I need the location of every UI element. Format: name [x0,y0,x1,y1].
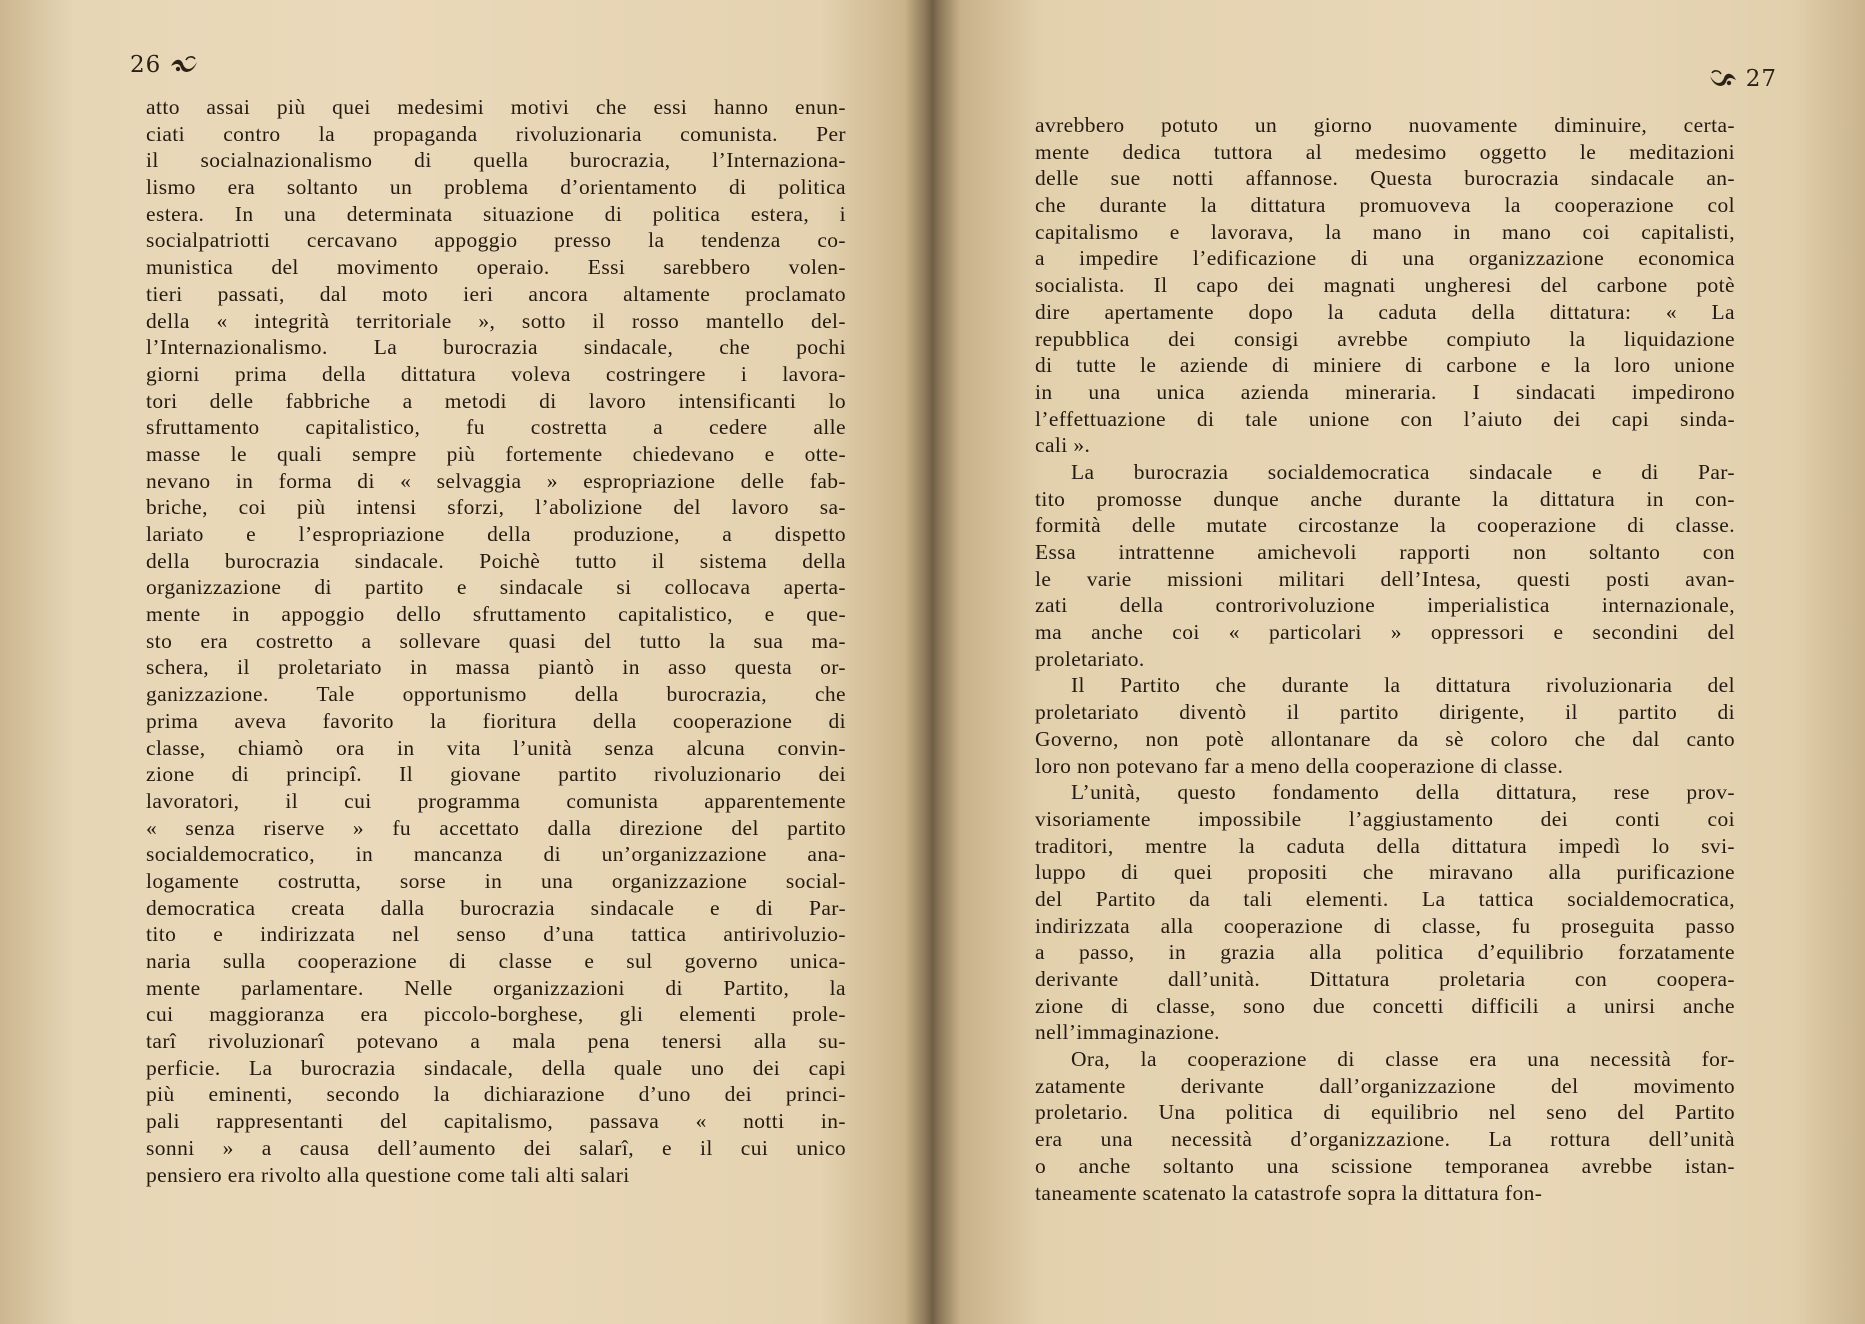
text-line: formità delle mutate circostanze la cooperazione di classe. [1035,513,1735,538]
text-line: zati della controrivoluzione imperialistica internazionale, [1035,593,1735,618]
text-line: avrebbero potuto un giorno nuovamente diminuire, certa- [1035,113,1735,137]
text-line: mente parlamentare. Nelle organizzazioni di Partito, la [146,975,846,1000]
text-line: traditori, mentre la caduta della dittatura impedì lo svi- [1035,833,1735,858]
text-line: ganizzazione. Tale opportunismo della burocrazia, che [146,682,846,707]
text-line: tito e indirizzata nel senso d’una tattica antirivoluzio- [146,922,846,947]
text-line: schera, il proletariato in massa piantò in asso questa or- [146,655,846,680]
text-line: a passo, in grazia alla politica d’equilibrio forzatamente [1035,940,1735,965]
text-line: Essa intrattenne amichevoli rapporti non soltanto con [1035,540,1735,564]
fleuron-icon [169,54,199,76]
text-line: lismo era soltanto un problema d’orientamento di politica [146,175,846,200]
text-line: « senza riserve » fu accettato dalla direzione del partito [146,815,846,840]
text-line: lariato e l’espropriazione della produzione, a dispetto [146,522,846,546]
text-line: mente in appoggio dello sfruttamento capitalistico, e que- [146,602,846,627]
text-line: loro non potevano far a meno della cooperazione di classe. [1035,753,1564,778]
left-page [0,0,932,1324]
text-line: socialista. Il capo dei magnati ungheresi del carbone potè [1035,273,1735,298]
text-line: nevano in forma di « selvaggia » espropriazione delle fab- [146,468,846,493]
right-page-header [1708,66,1777,92]
text-line: era una necessità d’organizzazione. La rottura dell’unità [1035,1127,1735,1152]
text-line: sfruttamento capitalistico, fu costretta a cedere alle [146,415,846,440]
text-line: organizzazione di partito e sindacale si collocava aperta- [146,575,846,600]
text-line: logamente costrutta, sorse in una organizzazione social- [146,868,846,893]
text-line: capitalismo e lavorava, la mano in mano coi capitalisti, [1035,219,1735,244]
text-line: della « integrità territoriale », sotto il rosso mantello del- [146,308,846,333]
text-line: sto era costretto a sollevare quasi del tutto la sua ma- [146,628,846,653]
text-line: pensiero era rivolto alla questione come tali alti salari [146,1162,630,1187]
text-line: perficie. La burocrazia sindacale, della quale uno dei capi [146,1055,846,1080]
text-line: a impedire l’edificazione di una organizzazione economica [1035,246,1735,271]
text-line: prima aveva favorito la fioritura della cooperazione di [146,708,846,733]
text-line: munistica del movimento operaio. Essi sarebbero volen- [146,255,846,280]
left-page-header [130,52,199,78]
text-line: il socialnazionalismo di quella burocrazia, l’Internaziona- [146,148,846,173]
text-line: luppo di quei propositi che miravano alla purificazione [1035,860,1735,885]
text-line: tarî rivoluzionarî potevano a mala pena tenersi alla su- [146,1029,846,1054]
text-line: derivante dall’unità. Dittatura proletaria con coopera- [1035,967,1735,991]
text-line: indirizzata alla cooperazione di classe, fu proseguita passo [1035,913,1735,938]
text-line: o anche soltanto una scissione temporanea avrebbe istan- [1035,1153,1735,1178]
text-line: della burocrazia sindacale. Poichè tutto il sistema della [146,548,846,573]
right-page-body [1035,112,1735,1206]
text-line: l’Internazionalismo. La burocrazia sindacale, che pochi [146,335,846,360]
left-page-number: 26 [130,52,162,78]
text-line: giorni prima della dittatura voleva costringere i lavora- [146,361,846,386]
text-line: L’unità, questo fondamento della dittatura, rese prov- [1071,780,1735,805]
text-line: ciati contro la propaganda rivoluzionaria comunista. Per [146,121,846,146]
text-line: lavoratori, il cui programma comunista apparentemente [146,788,846,813]
text-line: proletariato. [1035,646,1145,671]
text-line: taneamente scatenato la catastrofe sopra la dittatura fon- [1035,1180,1543,1205]
right-page-number: 27 [1745,66,1777,92]
text-line: tori delle fabbriche a metodi di lavoro intensificanti lo [146,388,846,413]
text-line: naria sulla cooperazione di classe e sul governo unica- [146,949,846,973]
text-line: dire apertamente dopo la caduta della dittatura: « La [1035,299,1735,324]
text-line: classe, chiamò ora in vita l’unità senza alcuna convin- [146,735,846,760]
text-line: Il Partito che durante la dittatura rivoluzionaria del [1071,673,1735,698]
text-line: zione di principî. Il giovane partito rivoluzionario dei [146,762,846,787]
text-line: pali rappresentanti del capitalismo, passava « notti in- [146,1109,846,1134]
left-page-body [146,94,846,1188]
text-line: cui maggioranza era piccolo-borghese, gli elementi prole- [146,1002,846,1027]
text-line: nell’immaginazione. [1035,1020,1220,1045]
text-line: in una unica azienda mineraria. I sindacati impedirono [1035,379,1735,404]
text-line: le varie missioni militari dell’Intesa, questi posti avan- [1035,566,1735,591]
text-line: atto assai più quei medesimi motivi che essi hanno enun- [146,95,846,119]
text-line: proletario. Una politica di equilibrio nel seno del Partito [1035,1100,1735,1125]
text-line: di tutte le aziende di miniere di carbone e la loro unione [1035,353,1735,378]
text-line: Ora, la cooperazione di classe era una necessità for- [1071,1047,1735,1072]
text-line: Governo, non potè allontanare da sè coloro che dal canto [1035,726,1735,751]
text-line: masse le quali sempre più fortemente chiedevano e otte- [146,441,846,466]
text-line: sonni » a causa dell’aumento dei salarî, e il cui unico [146,1135,846,1160]
text-line: proletariato diventò il partito dirigente, il partito di [1035,700,1735,725]
text-line: cali ». [1035,433,1091,458]
text-line: tieri passati, dal moto ieri ancora altamente proclamato [146,281,846,306]
text-line: democratica creata dalla burocrazia sindacale e di Par- [146,895,846,920]
text-line: l’effettuazione di tale unione con l’aiuto dei capi sinda- [1035,406,1735,431]
right-page [933,0,1865,1324]
text-line: La burocrazia socialdemocratica sindacale e di Par- [1071,459,1735,484]
text-line: zione di classe, sono due concetti difficili a unirsi anche [1035,993,1735,1018]
text-line: tito promosse dunque anche durante la dittatura in con- [1035,486,1735,511]
text-line: delle sue notti affannose. Questa burocrazia sindacale an- [1035,166,1735,191]
text-line: ma anche coi « particolari » oppressori e secondini del [1035,620,1735,645]
text-line: del Partito da tali elementi. La tattica socialdemocratica, [1035,886,1735,911]
text-line: briche, coi più intensi sforzi, l’abolizione del lavoro sa- [146,495,846,520]
text-line: estera. In una determinata situazione di politica estera, i [146,201,846,226]
text-line: repubblica dei consigi avrebbe compiuto la liquidazione [1035,326,1735,351]
text-line: visoriamente impossibile l’aggiustamento dei conti coi [1035,806,1735,831]
fleuron-icon [1708,68,1738,90]
text-line: più eminenti, secondo la dichiarazione d’uno dei princi- [146,1082,846,1107]
text-line: socialdemocratico, in mancanza di un’organizzazione ana- [146,842,846,867]
text-line: mente dedica tuttora al medesimo oggetto le meditazioni [1035,139,1735,164]
text-line: socialpatriotti cercavano appoggio presso la tendenza co- [146,228,846,253]
text-line: zatamente derivante dall’organizzazione del movimento [1035,1073,1735,1098]
text-line: che durante la dittatura promuoveva la cooperazione col [1035,193,1735,218]
